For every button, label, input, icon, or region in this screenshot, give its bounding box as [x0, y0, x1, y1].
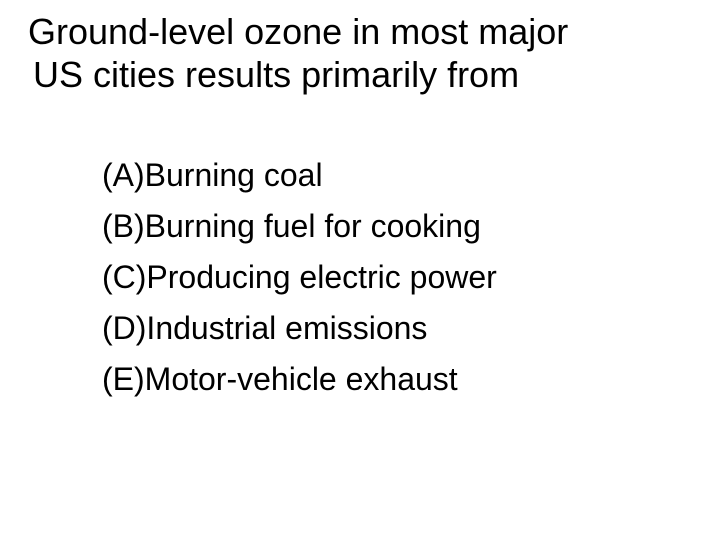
choice-letter: (C) [102, 259, 147, 295]
answer-choices [102, 150, 497, 405]
choice-letter: (D) [102, 310, 147, 346]
choice-text: Industrial emissions [146, 310, 428, 346]
choice-text: Motor-vehicle exhaust [144, 361, 458, 397]
question-text [28, 10, 708, 96]
question-line-1: Ground-level ozone in most major [28, 11, 569, 52]
choice-text: Producing electric power [146, 259, 497, 295]
choice-e [102, 354, 497, 405]
choice-text: Burning coal [144, 157, 323, 193]
choice-letter: (A) [102, 157, 145, 193]
choice-text: Burning fuel for cooking [144, 208, 481, 244]
question-line-2: US cities results primarily from [33, 54, 520, 95]
choice-letter: (B) [102, 208, 145, 244]
choice-letter: (E) [102, 361, 145, 397]
choice-a [102, 150, 497, 201]
choice-c [102, 252, 497, 303]
choice-b [102, 201, 497, 252]
choice-d [102, 303, 497, 354]
